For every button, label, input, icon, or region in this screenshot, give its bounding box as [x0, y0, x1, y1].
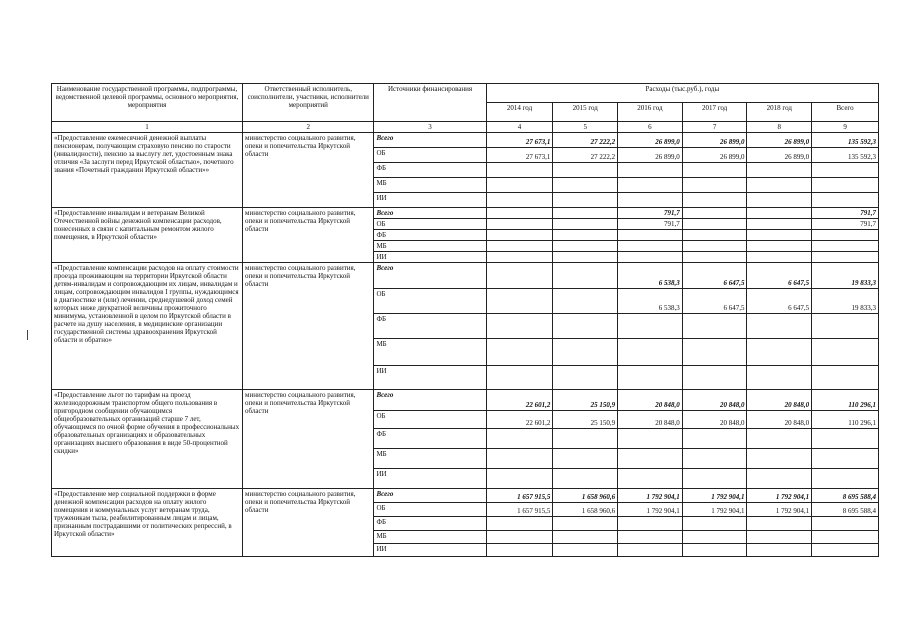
empty-cell	[812, 339, 879, 366]
header-year: 2014 год	[486, 103, 553, 122]
funding-source: ОБ	[374, 289, 486, 314]
empty-cell	[486, 193, 553, 208]
empty-cell	[486, 163, 553, 178]
ob-value: 1 792 904,1	[682, 503, 747, 517]
total-value: 1 792 904,1	[682, 489, 747, 503]
empty-cell	[682, 314, 747, 339]
ob-value: 8 695 588,4	[812, 503, 879, 517]
measure-executor: министерство социального развития, опеки и попечительства Иркутской области	[243, 489, 374, 557]
ob-value: 19 833,3	[812, 289, 879, 314]
ob-value	[682, 219, 747, 230]
empty-cell	[618, 517, 683, 531]
header-year: 2016 год	[618, 103, 683, 122]
empty-cell	[682, 178, 747, 193]
empty-cell	[682, 531, 747, 544]
empty-cell	[682, 252, 747, 263]
ob-value: 135 592,3	[812, 148, 879, 163]
total-value: 20 848,0	[747, 390, 812, 411]
total-value: 25 150,9	[553, 390, 618, 411]
empty-cell	[747, 449, 812, 469]
ob-value: 20 848,0	[747, 411, 812, 429]
total-value	[553, 208, 618, 219]
funding-source: МБ	[374, 449, 486, 469]
empty-cell	[486, 178, 553, 193]
ob-value: 110 296,1	[812, 411, 879, 429]
empty-cell	[812, 449, 879, 469]
total-value: 1 792 904,1	[747, 489, 812, 503]
ob-value: 26 899,0	[618, 148, 683, 163]
total-value: 27 673,1	[486, 133, 553, 148]
ob-value: 27 222,2	[553, 148, 618, 163]
empty-cell	[618, 193, 683, 208]
empty-cell	[618, 339, 683, 366]
empty-cell	[682, 429, 747, 449]
total-value: 135 592,3	[812, 133, 879, 148]
empty-cell	[486, 339, 553, 366]
header-expenses: Расходы (тыс.руб.), годы	[486, 84, 878, 103]
ob-value: 6 647,5	[747, 289, 812, 314]
empty-cell	[812, 517, 879, 531]
empty-cell	[553, 241, 618, 252]
empty-cell	[747, 230, 812, 241]
total-value: 27 222,2	[553, 133, 618, 148]
scan-margin-mark	[27, 330, 28, 340]
empty-cell	[553, 193, 618, 208]
empty-cell	[812, 241, 879, 252]
total-value: 22 601,2	[486, 390, 553, 411]
empty-cell	[682, 339, 747, 366]
empty-cell	[618, 163, 683, 178]
empty-cell	[486, 449, 553, 469]
empty-cell	[486, 544, 553, 557]
funding-source: ОБ	[374, 411, 486, 429]
empty-cell	[553, 314, 618, 339]
ob-value	[747, 219, 812, 230]
total-value: 20 848,0	[618, 390, 683, 411]
empty-cell	[486, 252, 553, 263]
funding-source: МБ	[374, 531, 486, 544]
table-row	[52, 390, 879, 411]
empty-cell	[486, 314, 553, 339]
total-value: 791,7	[618, 208, 683, 219]
funding-source: ФБ	[374, 429, 486, 449]
total-value: 26 899,0	[747, 133, 812, 148]
empty-cell	[812, 544, 879, 557]
empty-cell	[747, 163, 812, 178]
table-row	[52, 133, 879, 148]
col-number: 5	[553, 122, 618, 133]
empty-cell	[812, 469, 879, 489]
funding-source: ОБ	[374, 148, 486, 163]
measure-executor: министерство социального развития, опеки и попечительства Иркутской области	[243, 208, 374, 263]
total-value: 19 833,3	[812, 263, 879, 289]
ob-value: 26 899,0	[682, 148, 747, 163]
empty-cell	[747, 193, 812, 208]
ob-value: 22 601,2	[486, 411, 553, 429]
total-value	[682, 208, 747, 219]
measure-description: «Предоставление ежемесячной денежной выплаты пенсионерам, получающим страховую пенсию по старости (инвалидности), пенсию за выслугу лет, удостоенным знака отличия «За заслуги перед Иркутской областью», почетного звания «Почетный гражданин Иркутской области»»	[52, 133, 243, 208]
header-program: Наименование государственной программы, подпрограммы, ведомственной целевой программы, основного мероприятия, мероприятия	[52, 84, 243, 122]
empty-cell	[682, 544, 747, 557]
funding-source: Всего	[374, 489, 486, 503]
empty-cell	[553, 544, 618, 557]
empty-cell	[812, 429, 879, 449]
total-value: 6 538,3	[618, 263, 683, 289]
empty-cell	[747, 531, 812, 544]
empty-cell	[812, 230, 879, 241]
empty-cell	[747, 178, 812, 193]
empty-cell	[812, 193, 879, 208]
funding-source: Всего	[374, 263, 486, 289]
header-year: 2017 год	[682, 103, 747, 122]
empty-cell	[618, 178, 683, 193]
ob-value: 6 647,5	[682, 289, 747, 314]
ob-value: 1 792 904,1	[618, 503, 683, 517]
total-value: 1 657 915,5	[486, 489, 553, 503]
empty-cell	[812, 178, 879, 193]
measure-description: «Предоставление компенсации расходов на оплату стоимости проезда проживающим на территории Иркутской области детям-инвалидам и сопровождающим их лицам, инвалидам и лицам, сопровождающим инвалидов I группы, нуждающимся в диагностике и (или) лечении, среднедушевой доход семей которых ниже двукратной величины прожиточного минимума, установленной в целом по Иркутской области в расчете на душу населения, в медицинские организации государственной системы здравоохранения Иркутской области и обратно»	[52, 263, 243, 390]
funding-source: ИИ	[374, 544, 486, 557]
ob-value: 27 673,1	[486, 148, 553, 163]
ob-value: 791,7	[812, 219, 879, 230]
empty-cell	[682, 241, 747, 252]
empty-cell	[812, 366, 879, 390]
measure-description: «Предоставление инвалидам и ветеранам Великой Отечественной войны денежной компенсации расходов, понесенных в связи с капитальным ремонтом жилого помещения, в Иркутской области»	[52, 208, 243, 263]
total-value: 1 792 904,1	[618, 489, 683, 503]
empty-cell	[747, 252, 812, 263]
header-executor: Ответственный исполнитель, соисполнители, участники, исполнители мероприятий	[243, 84, 374, 122]
funding-source: ИИ	[374, 193, 486, 208]
empty-cell	[812, 163, 879, 178]
empty-cell	[553, 339, 618, 366]
ob-value: 26 899,0	[747, 148, 812, 163]
measure-executor: министерство социального развития, опеки и попечительства Иркутской области	[243, 263, 374, 390]
total-value: 6 647,5	[747, 263, 812, 289]
col-number: 9	[812, 122, 879, 133]
total-value	[486, 263, 553, 289]
funding-source: ИИ	[374, 366, 486, 390]
funding-source: ФБ	[374, 517, 486, 531]
empty-cell	[486, 531, 553, 544]
ob-value	[486, 219, 553, 230]
empty-cell	[618, 544, 683, 557]
empty-cell	[747, 429, 812, 449]
header-year: 2018 год	[747, 103, 812, 122]
empty-cell	[618, 252, 683, 263]
total-value: 26 899,0	[618, 133, 683, 148]
col-number: 6	[618, 122, 683, 133]
ob-value: 791,7	[618, 219, 683, 230]
total-value: 791,7	[812, 208, 879, 219]
funding-source: МБ	[374, 339, 486, 366]
empty-cell	[812, 531, 879, 544]
empty-cell	[812, 314, 879, 339]
empty-cell	[682, 193, 747, 208]
measure-description: «Предоставление льгот по тарифам на проезд железнодорожным транспортом общего пользования в пригородном сообщении обучающимся общеобразовательных организаций старше 7 лет, обучающимся по очной форме обучения в профессиональных образовательных организациях и образовательных организациях высшего образования в виде 50-процентной скидки»	[52, 390, 243, 489]
empty-cell	[618, 241, 683, 252]
ob-value: 25 150,9	[553, 411, 618, 429]
empty-cell	[618, 230, 683, 241]
total-value: 6 647,5	[682, 263, 747, 289]
total-value: 1 658 960,6	[553, 489, 618, 503]
table-row	[52, 263, 879, 289]
empty-cell	[682, 163, 747, 178]
ob-value	[553, 289, 618, 314]
empty-cell	[553, 469, 618, 489]
ob-value: 20 848,0	[618, 411, 683, 429]
empty-cell	[553, 366, 618, 390]
ob-value	[486, 289, 553, 314]
empty-cell	[553, 449, 618, 469]
empty-cell	[682, 517, 747, 531]
empty-cell	[553, 178, 618, 193]
empty-cell	[618, 429, 683, 449]
funding-source: ФБ	[374, 314, 486, 339]
empty-cell	[747, 241, 812, 252]
empty-cell	[486, 429, 553, 449]
col-number: 4	[486, 122, 553, 133]
empty-cell	[486, 230, 553, 241]
empty-cell	[553, 252, 618, 263]
col-number: 3	[374, 122, 486, 133]
empty-cell	[486, 469, 553, 489]
empty-cell	[486, 517, 553, 531]
header-total: Всего	[812, 103, 879, 122]
funding-source: МБ	[374, 178, 486, 193]
funding-table	[51, 83, 879, 557]
total-value: 26 899,0	[682, 133, 747, 148]
empty-cell	[747, 339, 812, 366]
empty-cell	[747, 517, 812, 531]
col-number: 8	[747, 122, 812, 133]
empty-cell	[747, 544, 812, 557]
total-value: 110 296,1	[812, 390, 879, 411]
funding-source: Всего	[374, 390, 486, 411]
funding-source: ИИ	[374, 252, 486, 263]
ob-value: 1 657 915,5	[486, 503, 553, 517]
table-row	[52, 489, 879, 503]
empty-cell	[682, 449, 747, 469]
empty-cell	[747, 469, 812, 489]
header-year: 2015 год	[553, 103, 618, 122]
empty-cell	[618, 366, 683, 390]
empty-cell	[682, 366, 747, 390]
funding-source: МБ	[374, 241, 486, 252]
empty-cell	[553, 517, 618, 531]
funding-source: ФБ	[374, 163, 486, 178]
funding-source: ИИ	[374, 469, 486, 489]
total-value: 8 695 588,4	[812, 489, 879, 503]
empty-cell	[618, 314, 683, 339]
ob-value: 1 658 960,6	[553, 503, 618, 517]
funding-source: Всего	[374, 133, 486, 148]
total-value: 20 848,0	[682, 390, 747, 411]
empty-cell	[486, 241, 553, 252]
header-source: Источники финансирования	[374, 84, 486, 122]
funding-source: ОБ	[374, 503, 486, 517]
col-number: 2	[243, 122, 374, 133]
empty-cell	[553, 230, 618, 241]
empty-cell	[553, 531, 618, 544]
empty-cell	[747, 366, 812, 390]
measure-executor: министерство социального развития, опеки и попечительства Иркутской области	[243, 390, 374, 489]
funding-source: ОБ	[374, 219, 486, 230]
measure-description: «Предоставление мер социальной поддержки в форме денежной компенсации расходов на оплату жилого помещения и коммунальных услуг ветеранам труда, труженикам тыла, реабилитированным лицам и лицам, признанным пострадавшими от политических репрессий, в Иркутской области»	[52, 489, 243, 557]
empty-cell	[682, 469, 747, 489]
total-value	[747, 208, 812, 219]
empty-cell	[486, 366, 553, 390]
ob-value: 20 848,0	[682, 411, 747, 429]
total-value	[486, 208, 553, 219]
empty-cell	[553, 163, 618, 178]
empty-cell	[747, 314, 812, 339]
ob-value	[553, 219, 618, 230]
empty-cell	[618, 469, 683, 489]
total-value	[553, 263, 618, 289]
funding-source: Всего	[374, 208, 486, 219]
empty-cell	[682, 230, 747, 241]
measure-executor: министерство социального развития, опеки и попечительства Иркутской области	[243, 133, 374, 208]
ob-value: 1 792 904,1	[747, 503, 812, 517]
funding-source: ФБ	[374, 230, 486, 241]
empty-cell	[618, 531, 683, 544]
empty-cell	[553, 429, 618, 449]
table-row	[52, 208, 879, 219]
col-number: 1	[52, 122, 243, 133]
empty-cell	[618, 449, 683, 469]
ob-value: 6 538,3	[618, 289, 683, 314]
empty-cell	[812, 252, 879, 263]
col-number: 7	[682, 122, 747, 133]
